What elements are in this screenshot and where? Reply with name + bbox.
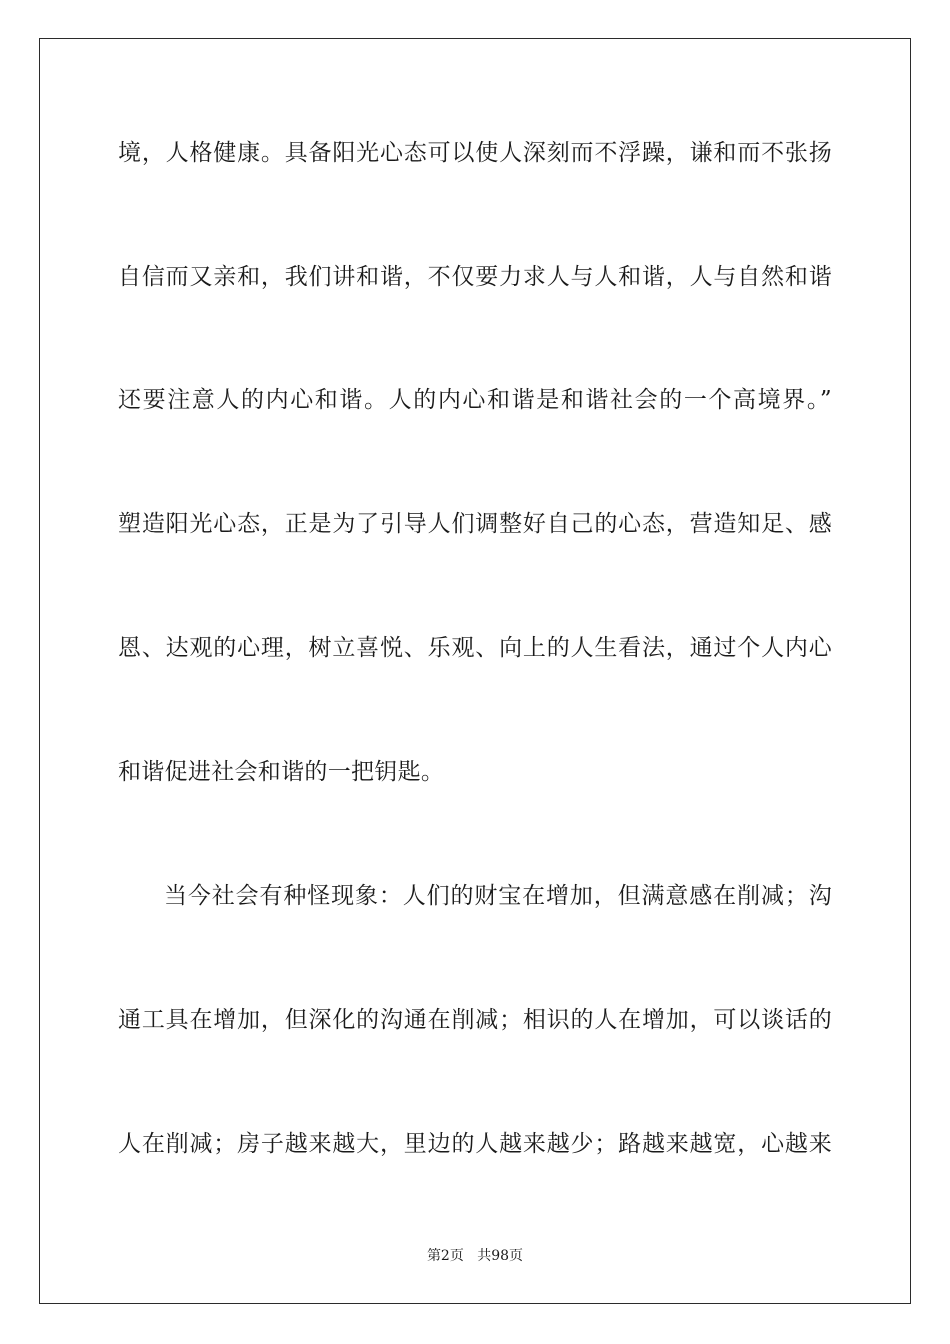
body-text-line-2: 自信而又亲和，我们讲和谐，不仅要力求人与人和谐，人与自然和谐 — [118, 264, 832, 290]
page-footer — [0, 1247, 950, 1265]
body-text-line-8: 通工具在增加，但深化的沟通在削减；相识的人在增加，可以谈话的 — [118, 1007, 832, 1033]
body-text-line-4: 塑造阳光心态，正是为了引导人们调整好自己的心态，营造知足、感 — [118, 511, 832, 537]
page-total: 共98页 — [477, 1248, 524, 1264]
body-text-line-6: 和谐促进社会和谐的一把钥匙。 — [118, 759, 445, 785]
body-text-line-1: 境，人格健康。具备阳光心态可以使人深刻而不浮躁，谦和而不张扬 — [118, 140, 832, 166]
body-text-paragraph-start: 当今社会有种怪现象：人们的财宝在增加，但满意感在削减；沟 — [164, 883, 832, 909]
body-text-line-3: 还要注意人的内心和谐。人的内心和谐是和谐社会的一个高境界。” — [118, 387, 832, 413]
body-text-line-5: 恩、达观的心理，树立喜悦、乐观、向上的人生看法，通过个人内心 — [118, 635, 832, 661]
page-number: 第2页 — [426, 1248, 464, 1264]
body-text-line-9: 人在削减；房子越来越大，里边的人越来越少；路越来越宽，心越来 — [118, 1131, 832, 1157]
page-border — [39, 38, 911, 1304]
